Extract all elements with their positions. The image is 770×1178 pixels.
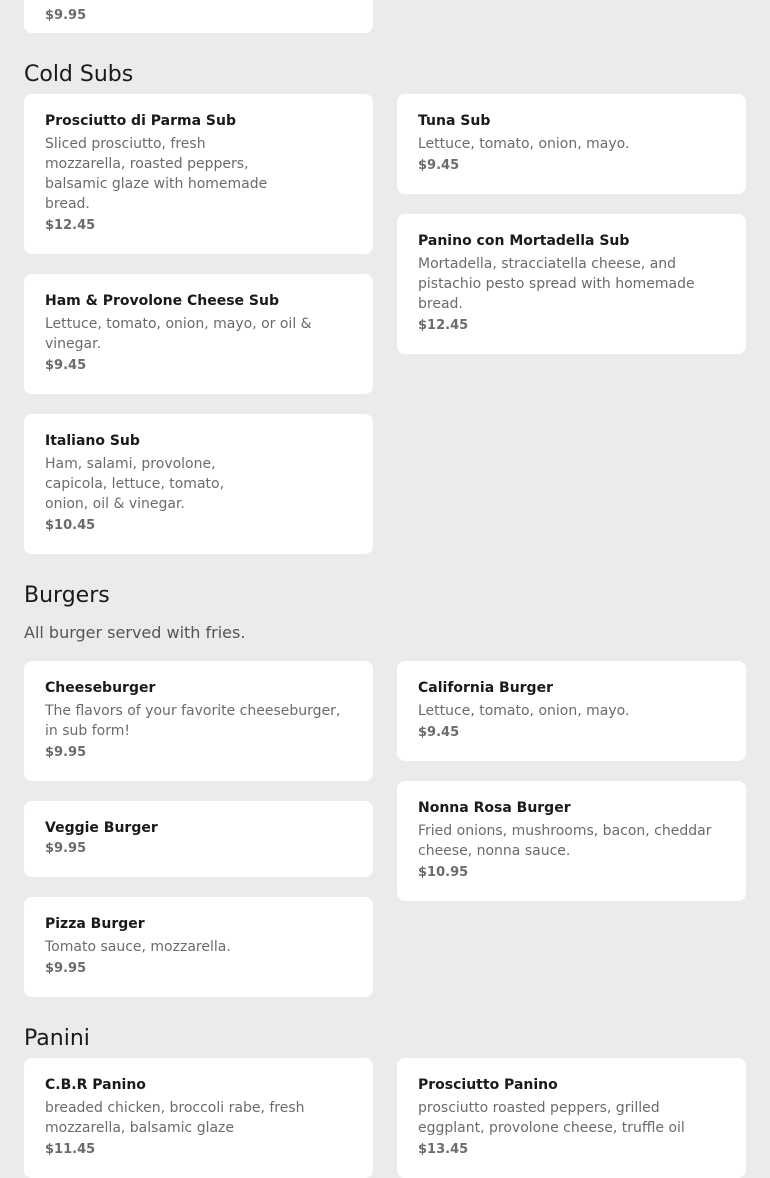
item-price: $10.95 xyxy=(418,865,469,880)
item-name: Veggie Burger xyxy=(45,820,158,836)
menu-item-card[interactable] xyxy=(397,94,746,194)
menu-item-card[interactable] xyxy=(397,661,746,761)
item-price: $12.45 xyxy=(45,218,96,233)
item-description: Sliced prosciutto, fresh mozzarella, roasted peppers, balsamic glaze with homemade bread. xyxy=(45,136,268,212)
item-name: Prosciutto Panino xyxy=(418,1077,558,1093)
item-name: C.B.R Panino xyxy=(45,1077,146,1093)
item-description: Tomato sauce, mozzarella. xyxy=(45,939,231,955)
item-description: prosciutto roasted peppers, grilled eggplant, provolone cheese, truffle oil xyxy=(418,1100,685,1136)
item-description: Lettuce, tomato, onion, mayo. xyxy=(418,136,630,152)
item-price: $9.95 xyxy=(45,841,87,856)
item-price: $11.45 xyxy=(45,1142,96,1157)
item-price: $9.95 xyxy=(45,961,87,976)
menu-item-card[interactable] xyxy=(24,801,373,877)
item-price: $9.45 xyxy=(45,358,87,373)
menu-item-card[interactable] xyxy=(24,274,373,394)
item-description: The flavors of your favorite cheeseburger, in sub form! xyxy=(45,703,341,739)
section-title-cold-subs: Cold Subs xyxy=(24,62,134,87)
item-description: Ham, salami, provolone, capicola, lettuce, tomato, onion, oil & vinegar. xyxy=(45,456,225,512)
item-name: Nonna Rosa Burger xyxy=(418,800,571,816)
item-description: Lettuce, tomato, onion, mayo, or oil & vinegar. xyxy=(45,316,312,352)
menu-item-card[interactable] xyxy=(24,1058,373,1178)
section-subtitle-burgers: All burger served with fries. xyxy=(24,623,246,642)
item-name: Italiano Sub xyxy=(45,433,140,449)
item-name: Pizza Burger xyxy=(45,916,145,932)
item-price: $9.45 xyxy=(418,158,460,173)
item-description: breaded chicken, broccoli rabe, fresh mozzarella, balsamic glaze xyxy=(45,1100,305,1136)
item-name: Tuna Sub xyxy=(418,113,491,129)
menu-item-card[interactable] xyxy=(24,94,373,254)
menu-item-card[interactable] xyxy=(397,781,746,901)
item-description: Fried onions, mushrooms, bacon, cheddar cheese, nonna sauce. xyxy=(418,823,712,859)
menu-item-card[interactable] xyxy=(24,414,373,554)
menu-item-card[interactable] xyxy=(397,214,746,354)
item-price: $9.95 xyxy=(45,8,87,23)
item-price: $9.45 xyxy=(418,725,460,740)
menu-item-card[interactable] xyxy=(24,897,373,997)
item-price: $13.45 xyxy=(418,1142,469,1157)
item-price: $10.45 xyxy=(45,518,96,533)
item-price: $9.95 xyxy=(45,745,87,760)
item-description: Lettuce, tomato, onion, mayo. xyxy=(418,703,630,719)
item-description: Mortadella, stracciatella cheese, and pistachio pesto spread with homemade bread. xyxy=(418,256,695,312)
item-name: Panino con Mortadella Sub xyxy=(418,233,630,249)
item-name: Ham & Provolone Cheese Sub xyxy=(45,293,279,309)
item-name: California Burger xyxy=(418,680,553,696)
item-name: Prosciutto di Parma Sub xyxy=(45,113,236,129)
menu-item-card[interactable] xyxy=(397,1058,746,1178)
menu-item-card[interactable] xyxy=(24,661,373,781)
item-name: Cheeseburger xyxy=(45,680,156,696)
section-title-panini: Panini xyxy=(24,1026,90,1051)
item-price: $12.45 xyxy=(418,318,469,333)
menu-item-card[interactable] xyxy=(24,0,373,33)
section-title-burgers: Burgers xyxy=(24,583,110,608)
